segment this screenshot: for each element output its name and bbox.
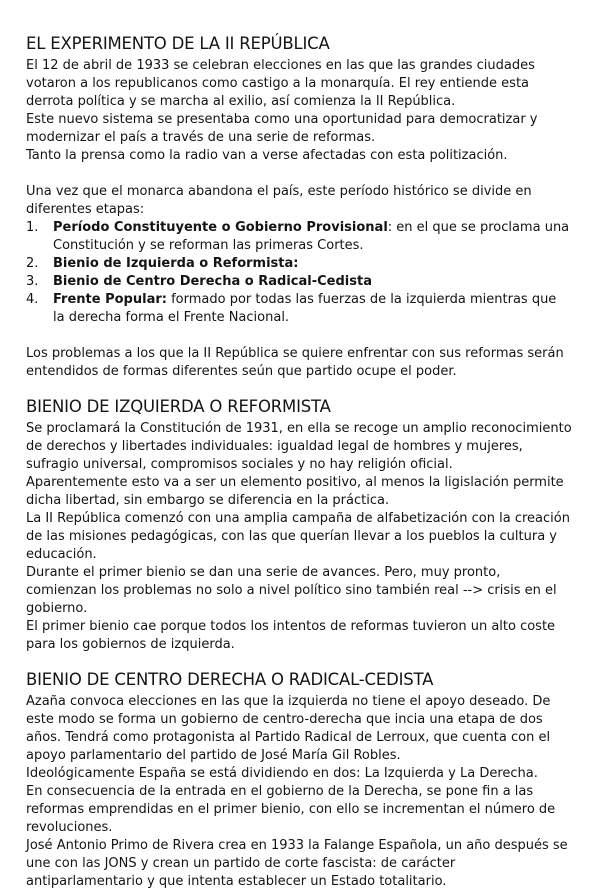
list-item (26, 291, 572, 327)
list-item-text: : en el que se proclama una Constitución y se reforman las primeras Cortes. (53, 220, 570, 253)
paragraph: Ideológicamente España se está dividiendo en dos: La Izquierda y La Derecha. (26, 766, 538, 781)
list-item (26, 219, 572, 255)
list-number: 2. (26, 256, 39, 271)
paragraph: El primer bienio cae porque todos los intentos de reformas tuvieron un alto coste para los gobiernos de izquierda. (26, 619, 556, 652)
list-number: 1. (26, 220, 39, 235)
list-item (26, 255, 572, 273)
spacer (26, 165, 572, 183)
section-title-bienio-izquierda: BIENIO DE IZQUIERDA O REFORMISTA (26, 397, 331, 416)
paragraph: Aparentemente esto va a ser un elemento positivo, al menos la ligislación permite dicha libertad, sin embargo se diferencia en la práctica. (26, 475, 564, 508)
paragraph: En consecuencia de la entrada en el gobierno de la Derecha, se pone fin a las reformas emprendidas en el primer bienio, con ello se incrementan el número de revoluciones. (26, 784, 556, 835)
section-title-experimento: EL EXPERIMENTO DE LA II REPÚBLICA (26, 34, 330, 53)
paragraph: Durante el primer bienio se dan una serie de avances. Pero, muy pronto, comienzan los problemas no solo a nivel político sino también real --> crisis en el gobierno. (26, 565, 557, 616)
list-item-bold: Período Constituyente o Gobierno Provisional (53, 220, 388, 235)
stages-list (26, 219, 572, 327)
paragraph: La II República comenzó con una amplia campaña de alfabetización con la creación de las misiones pedagógicas, con las que querían llevar a los pueblos la cultura y educación. (26, 511, 570, 562)
paragraph: Una vez que el monarca abandona el país, este período histórico se divide en diferentes etapas: (26, 184, 532, 217)
paragraph: Los problemas a los que la II República se quiere enfrentar con sus reformas serán entendidos de formas diferentes seún que partido ocupe el poder. (26, 346, 564, 379)
paragraph: José Antonio Primo de Rivera crea en 1933 la Falange Española, un año después se une con las JONS y crean un partido de corte fascista: de carácter antiparlamentario y que intenta establecer un Estado totalitario. (26, 838, 568, 889)
paragraph: El 12 de abril de 1933 se celebran elecciones en las que las grandes ciudades votaron a los republicanos como castigo a la monarquía. El rey entiende esta derrota política y se marcha al exilio, así comienza la II República. (26, 58, 535, 109)
section-title-bienio-centro-derecha: BIENIO DE CENTRO DERECHA O RADICAL-CEDISTA (26, 670, 434, 689)
paragraph: Se proclamará la Constitución de 1931, en ella se recoge un amplio reconocimiento de derechos y libertades individuales: igualdad legal de hombres y mujeres, sufragio universal, compromisos sociales y no hay religión oficial. (26, 421, 572, 472)
paragraph: Azaña convoca elecciones en las que la izquierda no tiene el apoyo deseado. De este modo se forma un gobierno de centro-derecha que incia una etapa de dos años. Tendrá como protagonista al Partido Radical de Lerroux, que cuenta con el apoyo parlamentario del partido de José María Gil Robles. (26, 694, 551, 763)
list-item-bold: Bienio de Centro Derecha o Radical-Cedista (53, 274, 372, 289)
list-item (26, 273, 572, 291)
spacer (26, 381, 572, 397)
list-item-bold: Bienio de Izquierda o Reformista: (53, 256, 299, 271)
spacer (26, 654, 572, 670)
paragraph: Este nuevo sistema se presentaba como una oportunidad para democratizar y modernizar el país a través de una serie de reformas. (26, 112, 538, 145)
list-number: 3. (26, 274, 39, 289)
list-item-bold: Frente Popular: (53, 292, 167, 307)
list-item-text: formado por todas las fuerzas de la izquierda mientras que la derecha forma el Frente Nacional. (53, 292, 557, 325)
spacer (26, 327, 572, 345)
list-number: 4. (26, 292, 39, 307)
paragraph: Tanto la prensa como la radio van a verse afectadas con esta politización. (26, 148, 508, 163)
